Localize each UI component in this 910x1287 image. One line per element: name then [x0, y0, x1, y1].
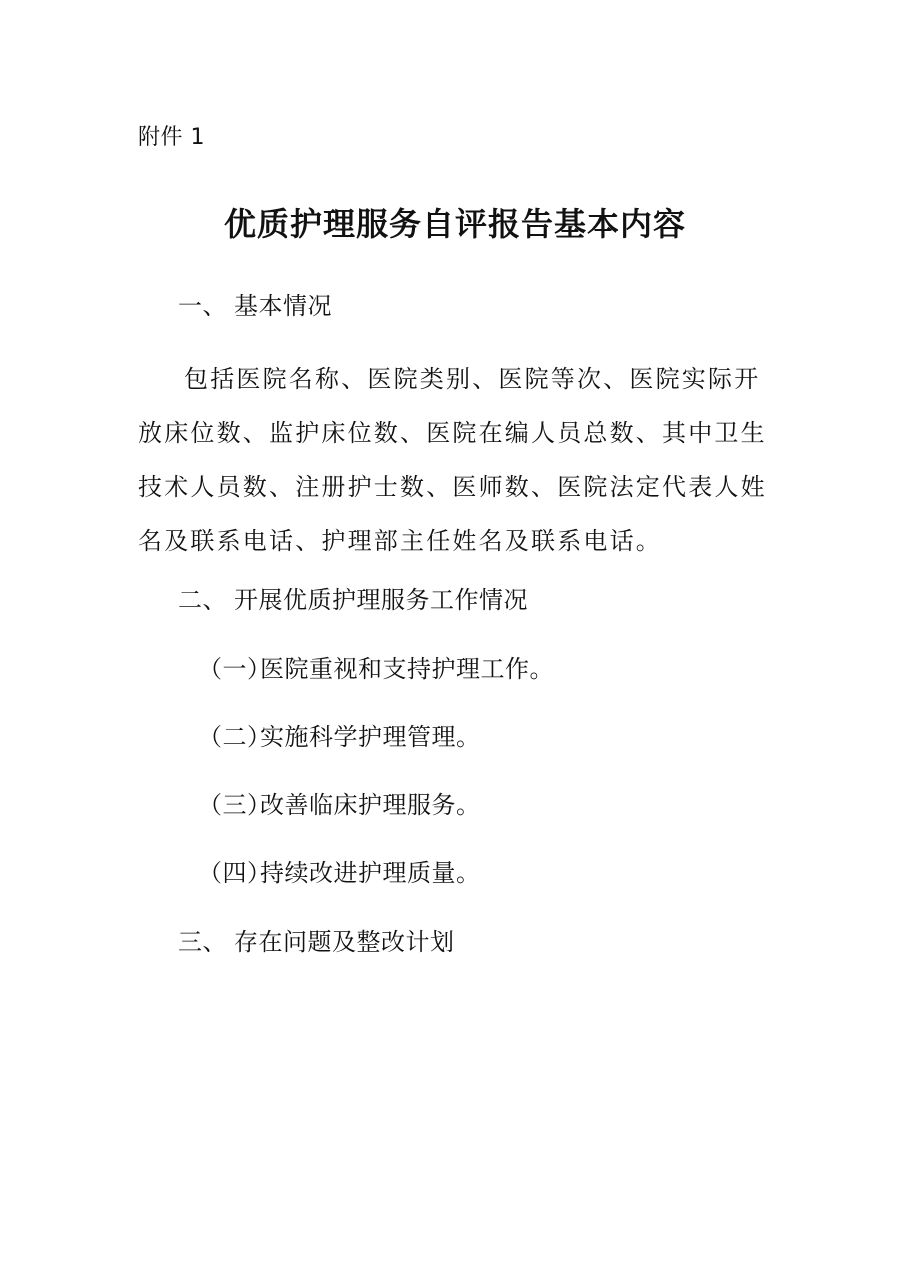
section-number: 三、	[178, 928, 227, 956]
section-heading-2	[178, 584, 528, 616]
section-title: 基本情况	[234, 292, 332, 320]
list-item-text: 实施科学护理管理。	[260, 723, 481, 751]
list-item-number: （一）	[198, 655, 272, 683]
section-title: 存在问题及整改计划	[234, 928, 455, 956]
section-heading-3	[178, 926, 455, 958]
list-item-number: （四）	[198, 859, 272, 887]
list-item-text: 医院重视和支持护理工作。	[260, 655, 554, 683]
list-item-number: （二）	[198, 723, 272, 751]
list-item-number: （三）	[198, 791, 272, 819]
list-item	[198, 653, 554, 685]
section-heading-1	[178, 290, 332, 322]
list-item-text: 改善临床护理服务。	[260, 791, 481, 819]
list-item	[198, 789, 481, 821]
document-title: 优质护理服务自评报告基本内容	[223, 205, 686, 243]
section-number: 一、	[178, 292, 227, 320]
section-number: 二、	[178, 586, 227, 614]
list-item	[198, 857, 481, 889]
list-item	[198, 721, 481, 753]
list-item-text: 持续改进护理质量。	[260, 859, 481, 887]
attachment-label: 附件 1	[138, 125, 205, 150]
section-1-paragraph: 包括医院名称、医院类别、医院等次、医院实际开放床位数、监护床位数、医院在编人员总数、其中卫生技术人员数、注册护士数、医师数、医院法定代表人姓名及联系电话、护理部主任姓名及联系电话。	[138, 365, 767, 555]
section-title: 开展优质护理服务工作情况	[234, 586, 528, 614]
